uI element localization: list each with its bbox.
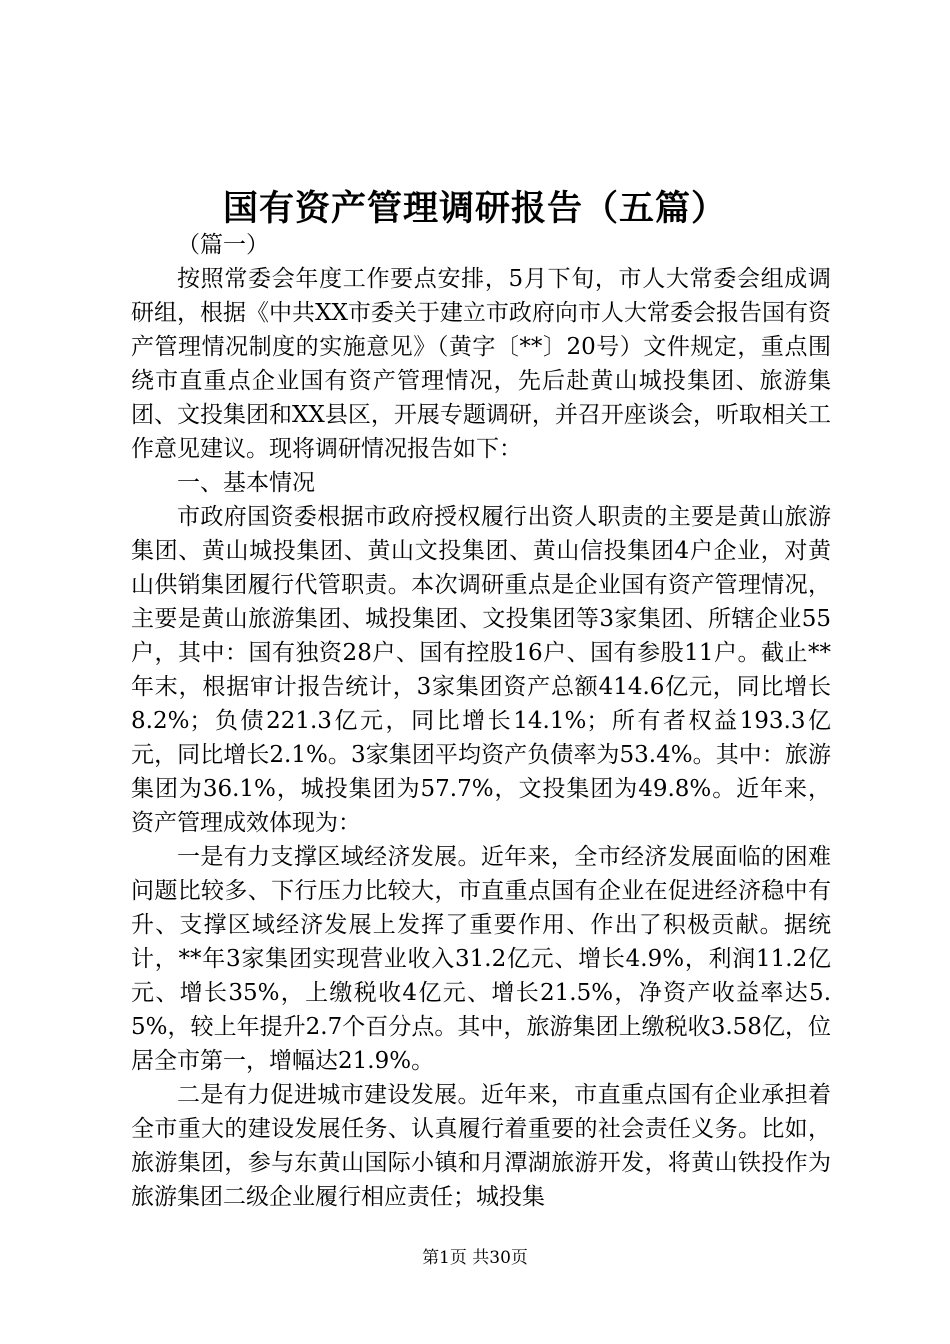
city-construction-paragraph: 二是有力促进城市建设发展。近年来，市直重点国有企业承担着全市重大的建设发展任务、认真履行着重要的社会责任义务。比如，旅游集团，参与东黄山国际小镇和月潭湖旅游开发，将黄山铁投作为旅游集团二级企业履行相应责任；城投集 (131, 1082, 831, 1210)
section-heading: 一、基本情况 (177, 470, 315, 496)
page-footer: 第1页 共30页 (422, 1248, 528, 1268)
document-body (131, 228, 831, 1214)
document-title: 国有资产管理调研报告（五篇） (222, 189, 727, 229)
economy-support-paragraph: 一是有力支撑区域经济发展。近年来，全市经济发展面临的困难问题比较多、下行压力比较大，市直重点国有企业在促进经济稳中有升、支撑区域经济发展上发挥了重要作用、作出了积极贡献。据统计，**年3家集团实现营业收入31.2亿元、增长4.9%，利润11.2亿元、增长35%，上缴税收4亿元、增长21.5%，净资产收益率达5.5%，较上年提升2.7个百分点。其中，旅游集团上缴税收3.58亿，位居全市第一，增幅达21.9%。 (131, 844, 831, 1074)
basic-situation-paragraph: 市政府国资委根据市政府授权履行出资人职责的主要是黄山旅游集团、黄山城投集团、黄山文投集团、黄山信投集团4户企业，对黄山供销集团履行代管职责。本次调研重点是企业国有资产管理情况，主要是黄山旅游集团、城投集团、文投集团等3家集团、所辖企业55户，其中：国有独资28户、国有控股16户、国有参股11户。截止**年末，根据审计报告统计，3家集团资产总额414.6亿元，同比增长8.2%；负债221.3亿元，同比增长14.1%；所有者权益193.3亿元，同比增长2.1%。3家集团平均资产负债率为53.4%。其中：旅游集团为36.1%，城投集团为57.7%，文投集团为49.8%。近年来，资产管理成效体现为： (131, 504, 831, 836)
section-label: （篇一） (177, 232, 269, 258)
intro-paragraph: 按照常委会年度工作要点安排，5月下旬，市人大常委会组成调研组，根据《中共XX市委关于建立市政府向市人大常委会报告国有资产管理情况制度的实施意见》（黄字〔**〕20号）文件规定，重点围绕市直重点企业国有资产管理情况，先后赴黄山城投集团、旅游集团、文投集团和XX县区，开展专题调研，并召开座谈会，听取相关工作意见建议。现将调研情况报告如下： (131, 266, 831, 462)
